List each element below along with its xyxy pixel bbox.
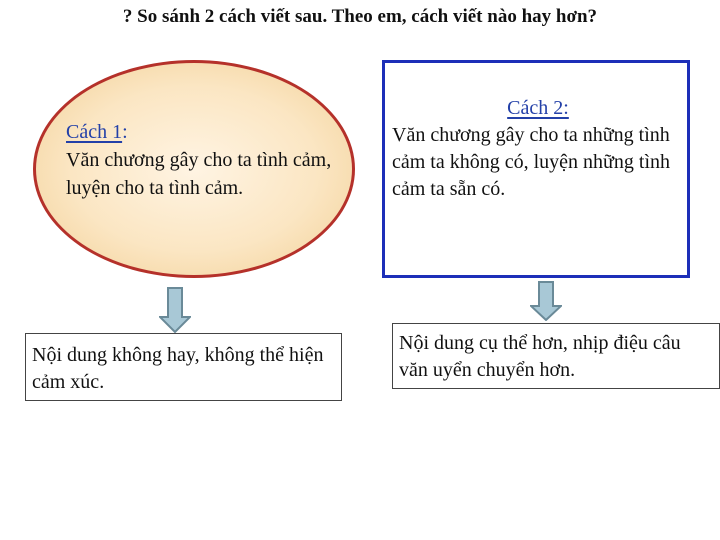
question-heading: ? So sánh 2 cách viết sau. Theo em, cách viết nào hay hơn? [122, 6, 598, 27]
method-1-colon: : [122, 121, 128, 143]
down-arrow-icon [530, 281, 562, 321]
down-arrow-icon [159, 287, 191, 333]
method-2-text [392, 95, 684, 203]
comment-1-text: Nội dung không hay, không thể hiện cảm xúc. [32, 344, 324, 393]
comment-2-text: Nội dung cụ thể hơn, nhịp điệu câu văn uyển chuyển hơn. [399, 332, 681, 381]
method-2-body: Văn chương gây cho ta những tình cảm ta không có, luyện những tình cảm ta sẵn có. [392, 124, 671, 200]
comment-1-box [25, 333, 342, 401]
method-1-body: Văn chương gây cho ta tình cảm, luyện cho ta tình cảm. [66, 149, 332, 199]
method-1-text [66, 118, 336, 202]
method-1-title: Cách 1 [66, 121, 123, 143]
method-2-title: Cách 2: [507, 97, 569, 119]
comment-2-box [392, 323, 720, 389]
